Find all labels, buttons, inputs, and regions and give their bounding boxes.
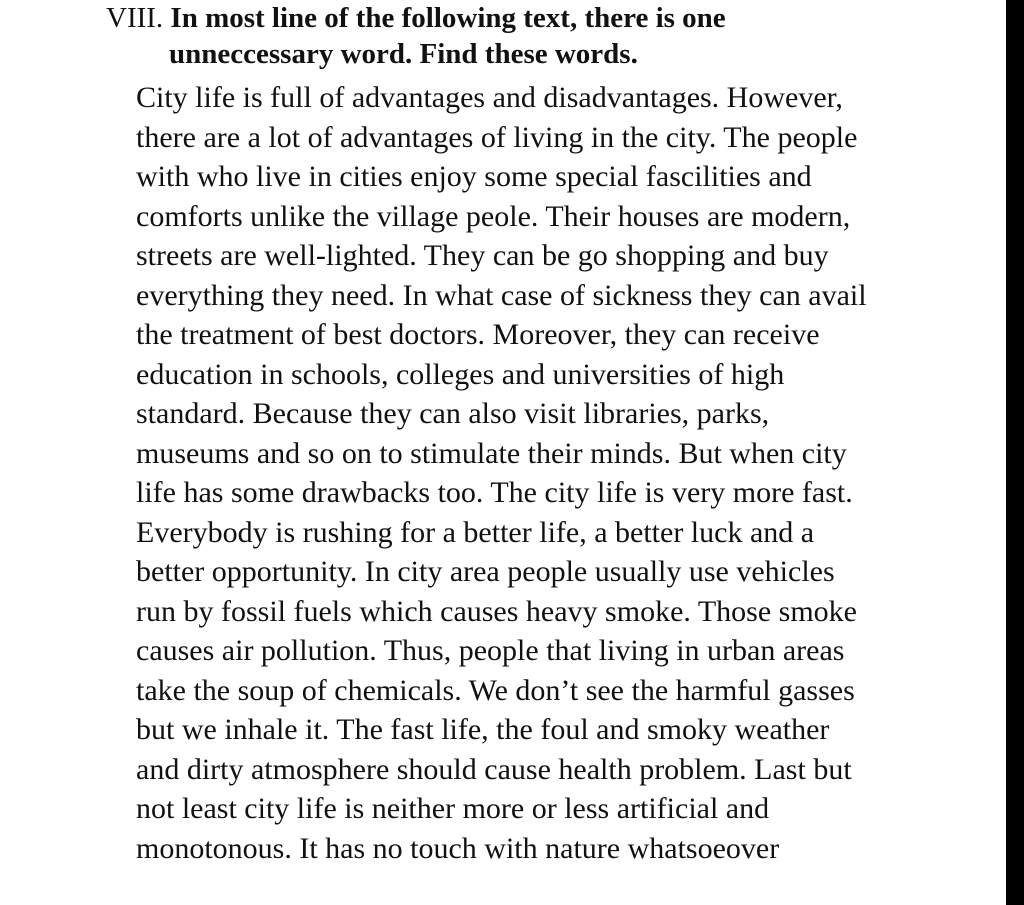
instruction-line-1: In most line of the following text, there is one [170, 2, 726, 34]
passage-line: the treatment of best doctors. Moreover, they can receive [136, 318, 820, 351]
passage-line: standard. Because they can also visit libraries, parks, [136, 397, 770, 430]
passage-line: museums and so on to stimulate their minds. But when city [136, 436, 847, 470]
passage-line: education in schools, colleges and universities of high [136, 357, 785, 391]
passage-line: and dirty atmosphere should cause health problem. Last but [136, 752, 852, 786]
passage-line: monotonous. It has no touch with nature whatsoeover [136, 831, 780, 865]
passage-text [136, 78, 867, 868]
passage-line: City life is full of advantages and disadvantages. However, [136, 81, 843, 114]
passage-line: everything they need. In what case of sickness they can avail [136, 278, 867, 312]
page-edge-shadow [1006, 0, 1024, 905]
passage-line: with who live in cities enjoy some special fascilities and [136, 160, 812, 193]
passage-line: take the soup of chemicals. We don’t see the harmful gasses [136, 673, 855, 707]
passage-line: causes air pollution. Thus, people that living in urban areas [136, 634, 845, 667]
passage-line: Everybody is rushing for a better life, a better luck and a [136, 515, 815, 549]
exercise-number: VIII. [106, 2, 164, 34]
passage-line: but we inhale it. The fast life, the foul and smoky weather [136, 713, 830, 746]
passage-line: streets are well-lighted. They can be go shopping and buy [136, 239, 829, 272]
passage-line: there are a lot of advantages of living in the city. The people [136, 120, 858, 154]
passage-line: life has some drawbacks too. The city life is very more fast. [136, 476, 853, 509]
instruction-line-2: unneccessary word. Find these words. [169, 38, 638, 70]
exercise-heading [106, 0, 726, 72]
passage-line: run by fossil fuels which causes heavy smoke. Those smoke [136, 594, 857, 628]
passage-line: better opportunity. In city area people usually use vehicles [136, 555, 835, 588]
passage-line: comforts unlike the village peole. Their houses are modern, [136, 199, 851, 233]
passage-line: not least city life is neither more or less artificial and [136, 792, 770, 825]
